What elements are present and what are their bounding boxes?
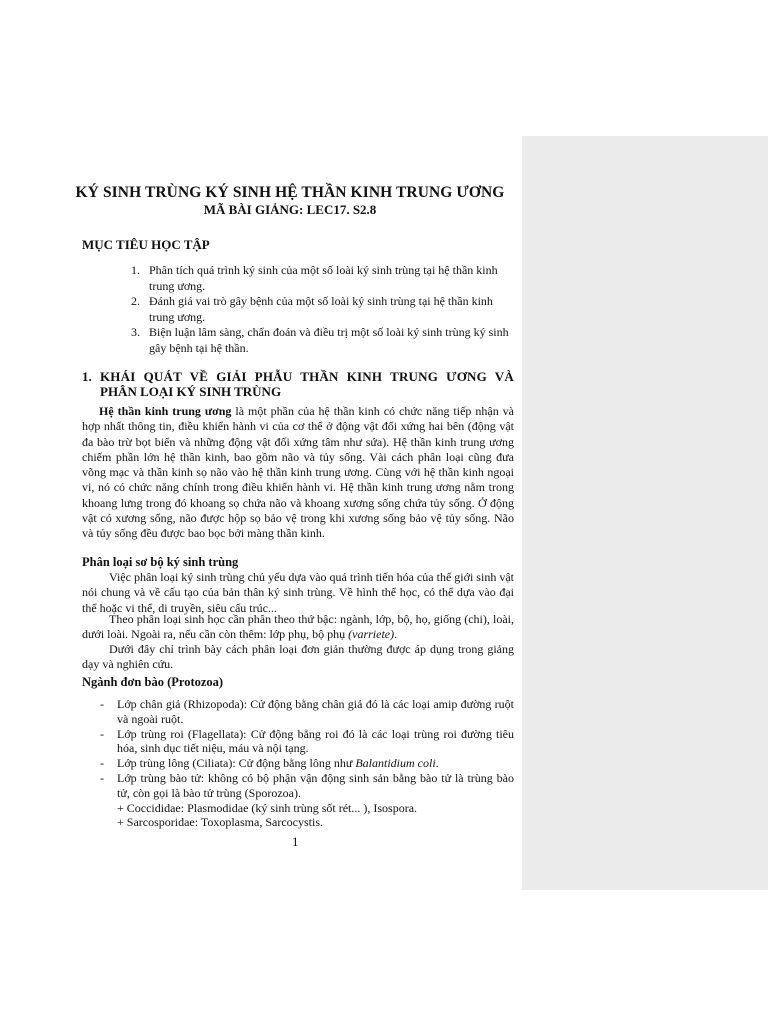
section1-heading-line2: PHÂN LOẠI KÝ SINH TRÙNG (100, 384, 282, 399)
section1-number: 1. (82, 369, 92, 384)
objectives-heading: MỤC TIÊU HỌC TẬP (82, 237, 210, 252)
sub-item: + Coccididae: Plasmodidae (ký sinh trùng sốt rét... ), Isospora. (117, 800, 418, 815)
protozoa-heading: Ngành đơn bào (Protozoa) (82, 675, 224, 689)
protozoa-class-list (100, 697, 514, 830)
sub-item: + Sarcosporidae: Toxoplasma, Sarcocystis. (117, 815, 323, 830)
objective-item: 1. Phân tích quá trình ký sinh của một số loài ký sinh trùng tại hệ thần kinh trung ương. (131, 263, 498, 293)
objectives-list (131, 263, 516, 356)
lecture-code: MÃ BÀI GIẢNG: LEC17. S2.8 (203, 202, 377, 217)
list-item: - Lớp trùng roi (Flagellata): Cử động bằng roi đó là các loại trùng roi đường tiêu hóa, sinh dục tiết niệu, máu và nội tạng. (100, 726, 514, 756)
classification-paragraph-2: Theo phân loại sinh học cần phân theo thứ bậc: ngành, lớp, bộ, họ, giống (chi), loài, dưới loài. Ngoài ra, nếu cần còn thêm: lớp phụ, bộ phụ (varriete). (82, 612, 514, 642)
document-title: KÝ SINH TRÙNG KÝ SINH HỆ THẦN KINH TRUNG ƯƠNG (75, 184, 505, 201)
objective-item: 2. Đánh giá vai trò gây bệnh của một số loài ký sinh trùng tại hệ thần kinh trung ương. (131, 294, 493, 324)
objective-item: 3. Biện luận lâm sàng, chẩn đoán và điều trị một số loài ký sinh trùng ký sinh gây bệnh tại hệ thần. (131, 325, 509, 355)
comment-pane (522, 136, 768, 890)
cns-intro-paragraph: Hệ thần kinh trung ương là một phần của hệ thần kinh có chức năng tiếp nhận và hợp nhất thông tin, điều khiển hành vi của cơ thể ở động vật đối xứng hai bên (động vật đa bào trừ bọt biển và những động vật đối xứng tâm như sứa). Hệ thần kinh trung ương chiếm phần lớn hệ thần kinh, bao gồm não và tủy sống. Vài cách phân loại cũng đưa võng mạc và thần kinh sọ não vào hệ thần kinh trung ương. Cùng với hệ thần kinh ngoại vi, nó có chức năng chính trong điều khiển hành vi. Hệ thần kinh trung ương nằm trong khoang lưng trong đó khoang sọ chứa não và khoang xương sống chứa tủy sống. Ở động vật có xương sống, não được hộp sọ bảo vệ trong khi xương sống bảo vệ tủy sống. Não và tủy sống đều được bao bọc bởi màng thần kinh. (82, 404, 514, 541)
classification-paragraph-1: Việc phân loại ký sinh trùng chủ yếu dựa vào quá trình tiến hóa của thế giới sinh vật nói chung và về cấu tạo của bản thân ký sinh trùng. Về hình thể học, có thể dựa vào đại thể hoặc vi thể, di truyền, siêu cấu trúc... (82, 570, 514, 615)
page-number: 1 (292, 834, 299, 849)
list-item: - Lớp trùng bào tử: không có bộ phận vận động sinh sản bằng bào tử là trùng bào tử, còn gọi là bào tử trùng (Sporozoa). + Coccididae: Plasmodidae (ký sinh trùng sốt rét... ), Isospora. + Sarcosporidae: Toxoplasma, Sarcocystis. (100, 770, 514, 830)
cns-term: Hệ thần kinh trung ương (99, 404, 232, 418)
list-item: - Lớp trùng lông (Ciliata): Cử động bằng lông như Balantidium coli. (100, 756, 439, 771)
classification-heading: Phân loại sơ bộ ký sinh trùng (82, 555, 239, 569)
classification-paragraph-3: Dưới đây chỉ trình bày cách phân loại đơn giản thường được áp dụng trong giảng dạy và nghiên cứu. (82, 642, 514, 672)
section1-heading-line1: KHÁI QUÁT VỀ GIẢI PHẪU THẦN KINH TRUNG ƯƠNG VÀ (100, 369, 514, 384)
list-item: - Lớp chân giả (Rhizopoda): Cử động bằng chân giả đó là các loại amip đường ruột và ngoài ruột. (100, 697, 514, 726)
